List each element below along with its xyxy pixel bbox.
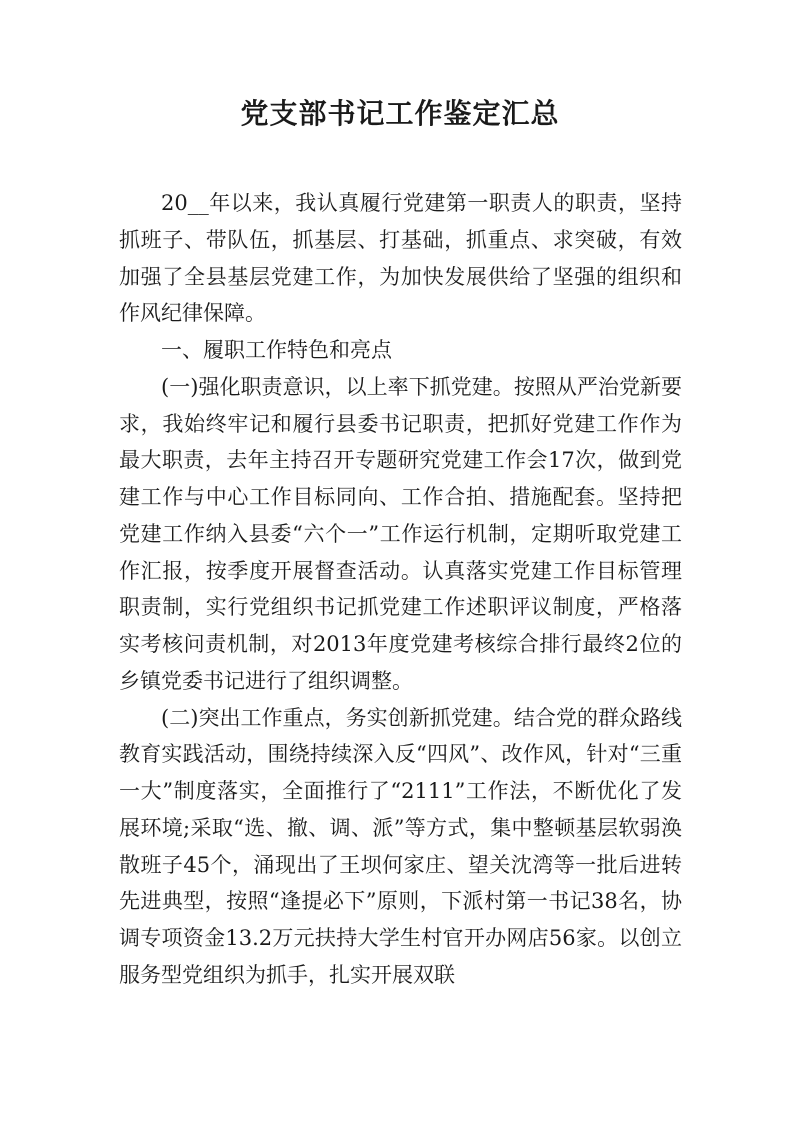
document-body [119, 185, 682, 994]
paragraph-section-2: (二)突出工作重点，务实创新抓党建。结合党的群众路线教育实践活动，围绕持续深入反“四风”、改作风，针对“三重一大”制度落实，全面推行了“2111”工作法，不断优化了发展环境;采取“选、撤、调、派”等方式，集中整顿基层软弱涣散班子45个，涌现出了王坝何家庄、望关沈湾等一批后进转先进典型，按照“逢提必下”原则，下派村第一书记38名，协调专项资金13.2万元扶持大学生村官开办网店56家。以创立服务型党组织为抓手，扎实开展双联 [119, 705, 682, 987]
paragraph-intro: 20__年以来，我认真履行党建第一职责人的职责，坚持抓班子、带队伍，抓基层、打基础，抓重点、求突破，有效加强了全县基层党建工作，为加快发展供给了坚强的组织和作风纪律保障。 [119, 191, 682, 326]
paragraph-section-1: (一)强化职责意识，以上率下抓党建。按照从严治党新要求，我始终牢记和履行县委书记职责，把抓好党建工作作为最大职责，去年主持召开专题研究党建工作会17次，做到党建工作与中心工作目标同向、工作合拍、措施配套。坚持把党建工作纳入县委“六个一”工作运行机制，定期听取党建工作汇报，按季度开展督查活动。认真落实党建工作目标管理职责制，实行党组织书记抓党建工作述职评议制度，严格落实考核问责机制，对2013年度党建考核综合排行最终2位的乡镇党委书记进行了组织调整。 [119, 374, 682, 693]
section-heading: 一、履职工作特色和亮点 [161, 338, 392, 362]
document-title: 党支部书记工作鉴定汇总 [240, 97, 560, 130]
